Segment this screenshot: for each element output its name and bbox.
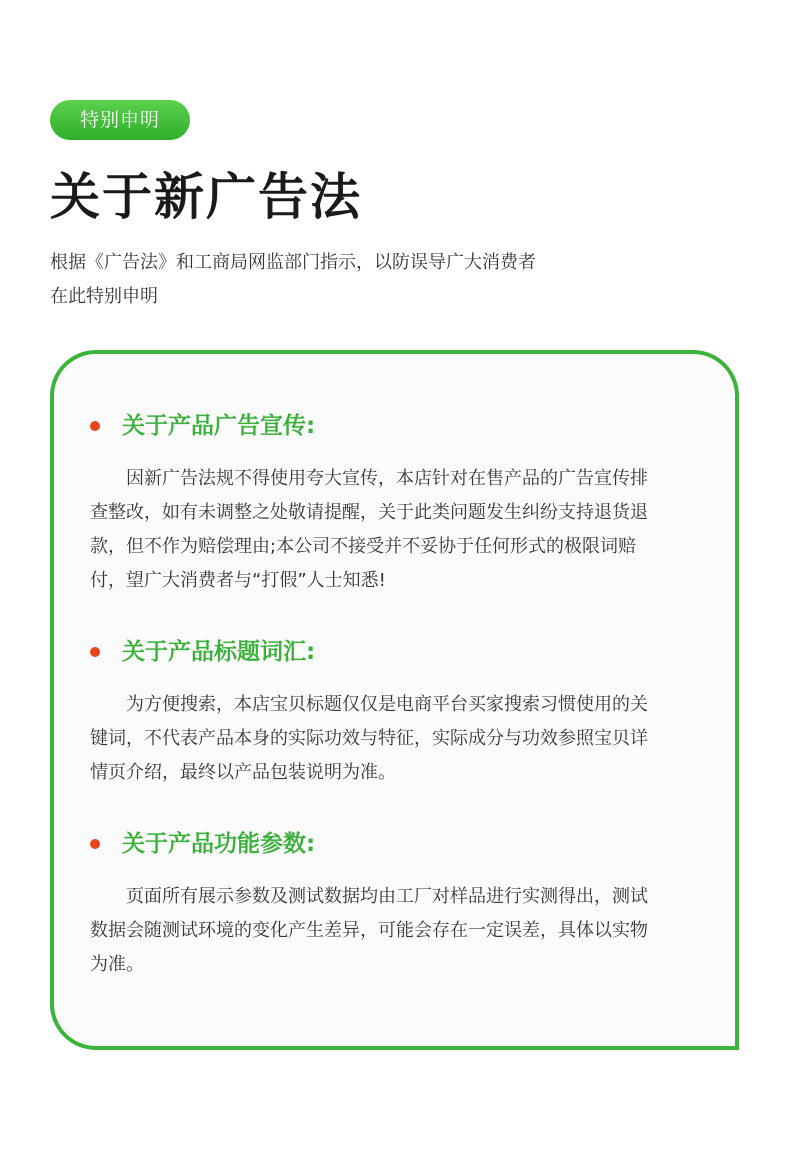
section-line: 款，但不作为赔偿理由;本公司不接受并不妥协于任何形式的极限词赔 — [90, 536, 637, 557]
section-heading — [90, 408, 710, 444]
intro-line: 根据《广告法》和工商局网监部门指示，以防误导广大消费者 — [50, 252, 536, 273]
section-heading-text: 关于产品广告宣传: — [122, 413, 316, 439]
section-body — [90, 462, 710, 598]
section-heading-text: 关于产品标题词汇: — [122, 639, 316, 665]
section-body — [90, 880, 710, 982]
section-ad-promotion — [90, 408, 710, 598]
notice-card — [50, 350, 739, 1050]
section-heading — [90, 826, 710, 862]
section-line: 为方便搜索，本店宝贝标题仅仅是电商平台买家搜索习惯使用的关 — [90, 694, 648, 715]
section-line: 付，望广大消费者与“打假”人士知悉! — [90, 570, 386, 591]
section-heading-text: 关于产品功能参数: — [122, 831, 316, 857]
section-line: 因新广告法规不得使用夸大宣传，本店针对在售产品的广告宣传排 — [90, 468, 648, 489]
bullet-dot-icon — [90, 839, 100, 849]
special-notice-badge: 特别申明 — [50, 100, 190, 140]
section-line: 数据会随测试环境的变化产生差异，可能会存在一定误差，具体以实物 — [90, 920, 648, 941]
section-line: 情页介绍，最终以产品包装说明为准。 — [90, 762, 396, 783]
section-line: 键词，不代表产品本身的实际功效与特征，实际成分与功效参照宝贝详 — [90, 728, 648, 749]
section-function-params — [90, 826, 710, 982]
section-line: 为准。 — [90, 954, 144, 975]
section-line: 查整改，如有未调整之处敬请提醒，关于此类问题发生纠纷支持退货退 — [90, 502, 648, 523]
section-body — [90, 688, 710, 790]
section-line: 页面所有展示参数及测试数据均由工厂对样品进行实测得出，测试 — [90, 886, 648, 907]
intro-line: 在此特别申明 — [50, 286, 158, 307]
section-title-keywords — [90, 634, 710, 790]
bullet-dot-icon — [90, 421, 100, 431]
intro-text — [50, 246, 730, 314]
section-heading — [90, 634, 710, 670]
page-title: 关于新广告法 — [50, 168, 362, 226]
bullet-dot-icon — [90, 647, 100, 657]
